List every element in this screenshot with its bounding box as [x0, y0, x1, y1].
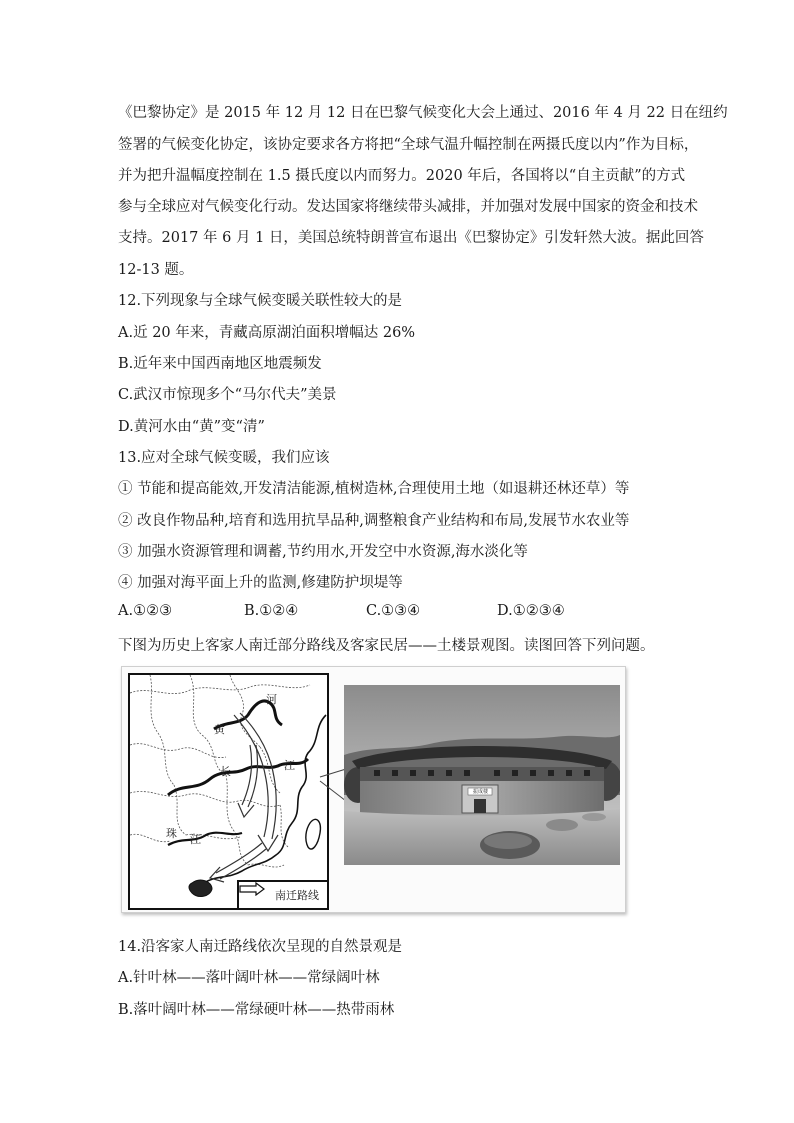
intro-line: 并为把升温幅度控制在 1.5 摄氏度以内而努力。2020 年后，各国将以“自主贡献”的方式	[118, 168, 686, 184]
legend-label: 南迁路线	[275, 889, 319, 902]
migration-map	[128, 673, 329, 910]
intro-line: 《巴黎协定》是 2015 年 12 月 12 日在巴黎气候变化大会上通过、2016 年 4 月 22 日在纽约	[118, 105, 728, 121]
tulou-image	[344, 685, 620, 865]
answer-option: B.落叶阔叶林——常绿硬叶林——热带雨林	[118, 1002, 395, 1018]
map-label: 长	[220, 765, 231, 778]
figure-intro: 下图为历史上客家人南迁部分路线及客家民居——土楼景观图。读图回答下列问题。	[118, 638, 655, 654]
map-drawing	[130, 675, 327, 908]
taiwan-island	[306, 819, 321, 849]
answer-option: A.①②③	[118, 603, 173, 619]
answer-option: C.①③④	[366, 603, 421, 619]
hainan-island	[189, 880, 212, 896]
migration-routes	[210, 713, 278, 882]
answer-options-row	[118, 603, 598, 623]
intro-line: 签署的气候变化协定，该协定要求各方将把“全球气温升幅控制在两摄氏度以内”作为目标，	[118, 137, 699, 153]
question-stem: 14.沿客家人南迁路线依次呈现的自然景观是	[118, 939, 403, 955]
map-label: 河	[266, 693, 277, 706]
question-stem: 12.下列现象与全球气候变暖关联性较大的是	[118, 293, 403, 309]
statement-item: ① 节能和提高能效,开发清洁能源,植树造林,合理使用土地（如退耕还林还草）等	[118, 481, 630, 497]
answer-option: A.近 20 年来，青藏高原湖泊面积增幅达 26%	[118, 325, 416, 341]
tulou-photo	[344, 685, 620, 865]
question-stem: 13.应对全球气候变暖，我们应该	[118, 450, 330, 466]
answer-option: B.①②④	[244, 603, 299, 619]
statement-item: ④ 加强对海平面上升的监测,修建防护坝堤等	[118, 575, 403, 591]
intro-line: 支持。2017 年 6 月 1 日，美国总统特朗普宣布退出《巴黎协定》引发轩然大波。据此回答	[118, 230, 704, 246]
statement-item: ② 改良作物品种,培育和选用抗旱品种,调整粮食产业结构和布局,发展节水农业等	[118, 513, 630, 529]
answer-option: D.黄河水由“黄”变“清”	[118, 419, 265, 435]
map-label: 黄	[214, 723, 225, 736]
gate-sign-text: 振成楼	[473, 789, 489, 795]
answer-option: D.①②③④	[497, 603, 565, 619]
intro-line: 参与全球应对气候变化行动。发达国家将继续带头减排，并加强对发展中国家的资金和技术	[118, 199, 698, 215]
map-label: 江	[284, 759, 295, 772]
intro-line: 12-13 题。	[118, 262, 194, 278]
figure	[121, 666, 626, 913]
pearl-river	[168, 833, 242, 845]
answer-option: C.武汉市惊现多个“马尔代夫”美景	[118, 387, 337, 403]
answer-option: B.近年来中国西南地区地震频发	[118, 356, 322, 372]
coastline	[204, 715, 326, 883]
route-arrow-icon	[239, 882, 265, 896]
map-label: 江	[190, 833, 201, 846]
answer-option: A.针叶林——落叶阔叶林——常绿阔叶林	[118, 970, 380, 986]
map-label: 珠	[166, 827, 177, 840]
map-legend	[237, 880, 327, 908]
statement-item: ③ 加强水资源管理和调蓄,节约用水,开发空中水资源,海水淡化等	[118, 544, 528, 560]
